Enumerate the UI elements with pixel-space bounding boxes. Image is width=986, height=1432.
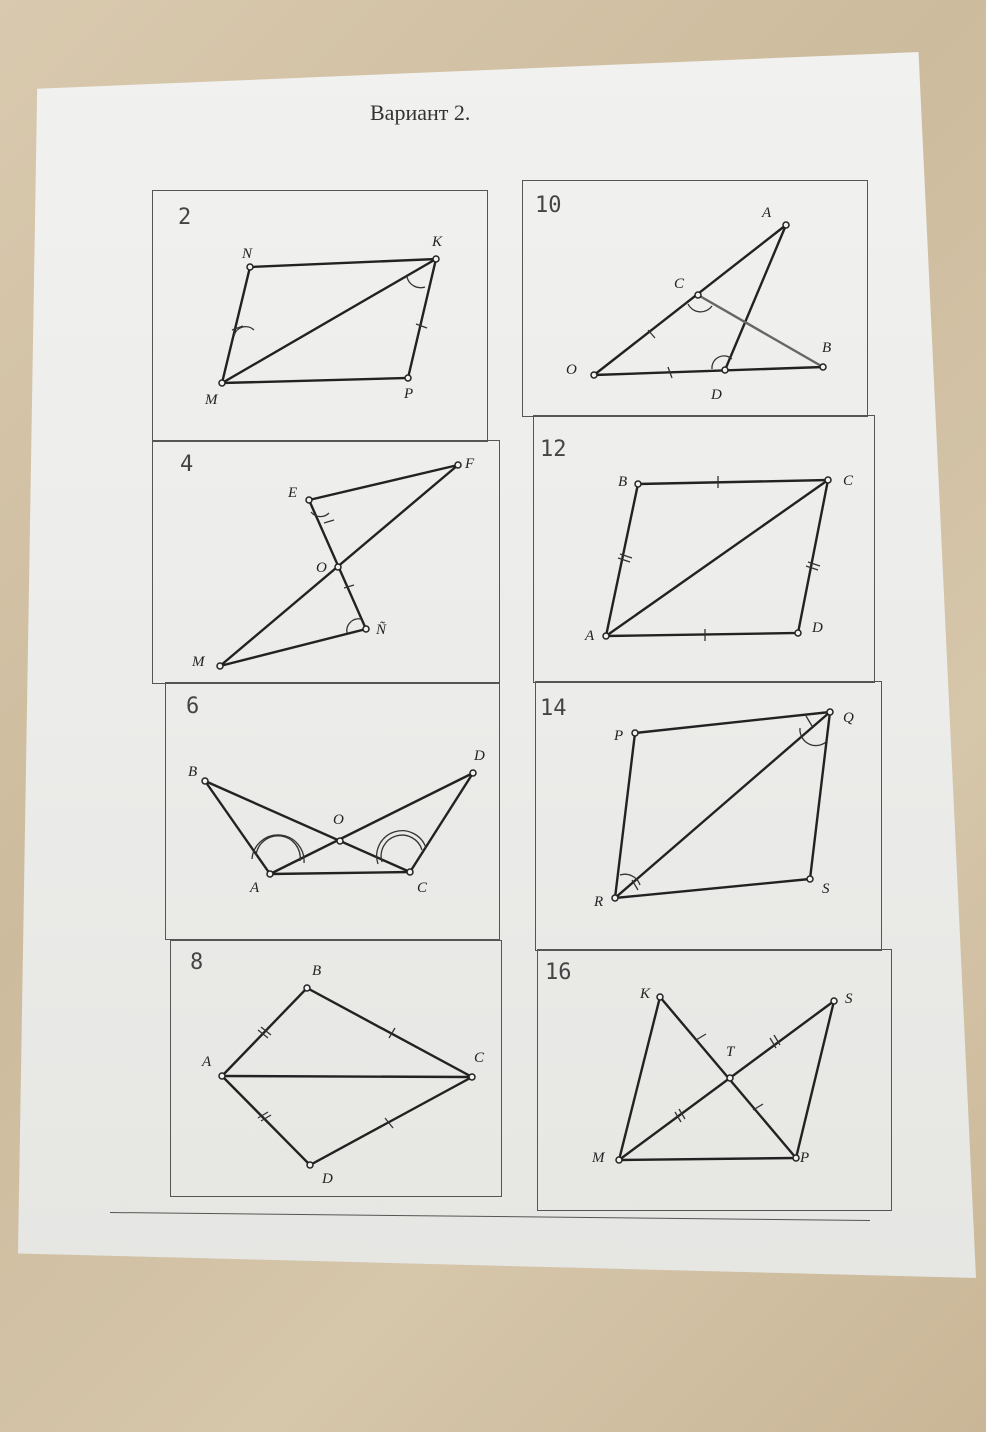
- point-label: A: [250, 880, 260, 896]
- point-label: P: [800, 1150, 810, 1166]
- figure-2: [204, 234, 443, 408]
- point-label: K: [432, 234, 443, 250]
- point-label: O: [566, 362, 577, 378]
- figure-6: [188, 748, 485, 896]
- figure-12: [584, 473, 854, 644]
- point-label: D: [474, 748, 485, 764]
- point-label: P: [614, 728, 624, 744]
- problem-number: 10: [535, 193, 562, 218]
- point-label: M: [592, 1150, 605, 1166]
- point-label: B: [188, 764, 198, 780]
- point-label: O: [316, 560, 327, 576]
- point-label: N: [242, 246, 253, 262]
- problem-number: 4: [180, 452, 194, 477]
- problem-number: 14: [540, 696, 567, 721]
- figure-16: [591, 986, 853, 1166]
- problem-number: 16: [545, 960, 572, 985]
- figure-10: [566, 205, 831, 403]
- point-label: M: [205, 392, 218, 408]
- point-label: K: [640, 986, 651, 1002]
- point-label: A: [762, 205, 772, 221]
- point-label: D: [322, 1171, 333, 1187]
- point-label: P: [404, 386, 414, 402]
- problem-number: 8: [190, 950, 204, 975]
- point-label: S: [845, 991, 853, 1007]
- point-label: Q: [843, 710, 854, 726]
- problem-number: 12: [540, 437, 567, 462]
- point-label: C: [474, 1050, 485, 1066]
- point-label: A: [202, 1054, 212, 1070]
- point-label: T: [726, 1044, 735, 1060]
- point-label: S: [822, 881, 830, 897]
- problem-number: 6: [186, 694, 200, 719]
- point-label: D: [812, 620, 823, 636]
- point-label: F: [465, 456, 475, 472]
- figure-14: [593, 709, 854, 910]
- figure-4: [191, 456, 475, 670]
- point-label: R: [594, 894, 604, 910]
- page-title: Вариант 2.: [370, 100, 471, 125]
- point-label: D: [711, 387, 722, 403]
- point-label: C: [417, 880, 428, 896]
- problem-number: 2: [178, 205, 192, 230]
- point-label: A: [585, 628, 595, 644]
- point-label: Ñ: [376, 622, 387, 638]
- point-label: B: [312, 963, 322, 979]
- point-label: M: [192, 654, 205, 670]
- point-label: C: [674, 276, 685, 292]
- point-label: B: [618, 474, 628, 490]
- point-label: B: [822, 340, 832, 356]
- figure-8: [201, 963, 485, 1187]
- point-label: E: [288, 485, 298, 501]
- point-label: O: [333, 812, 344, 828]
- point-label: C: [843, 473, 854, 489]
